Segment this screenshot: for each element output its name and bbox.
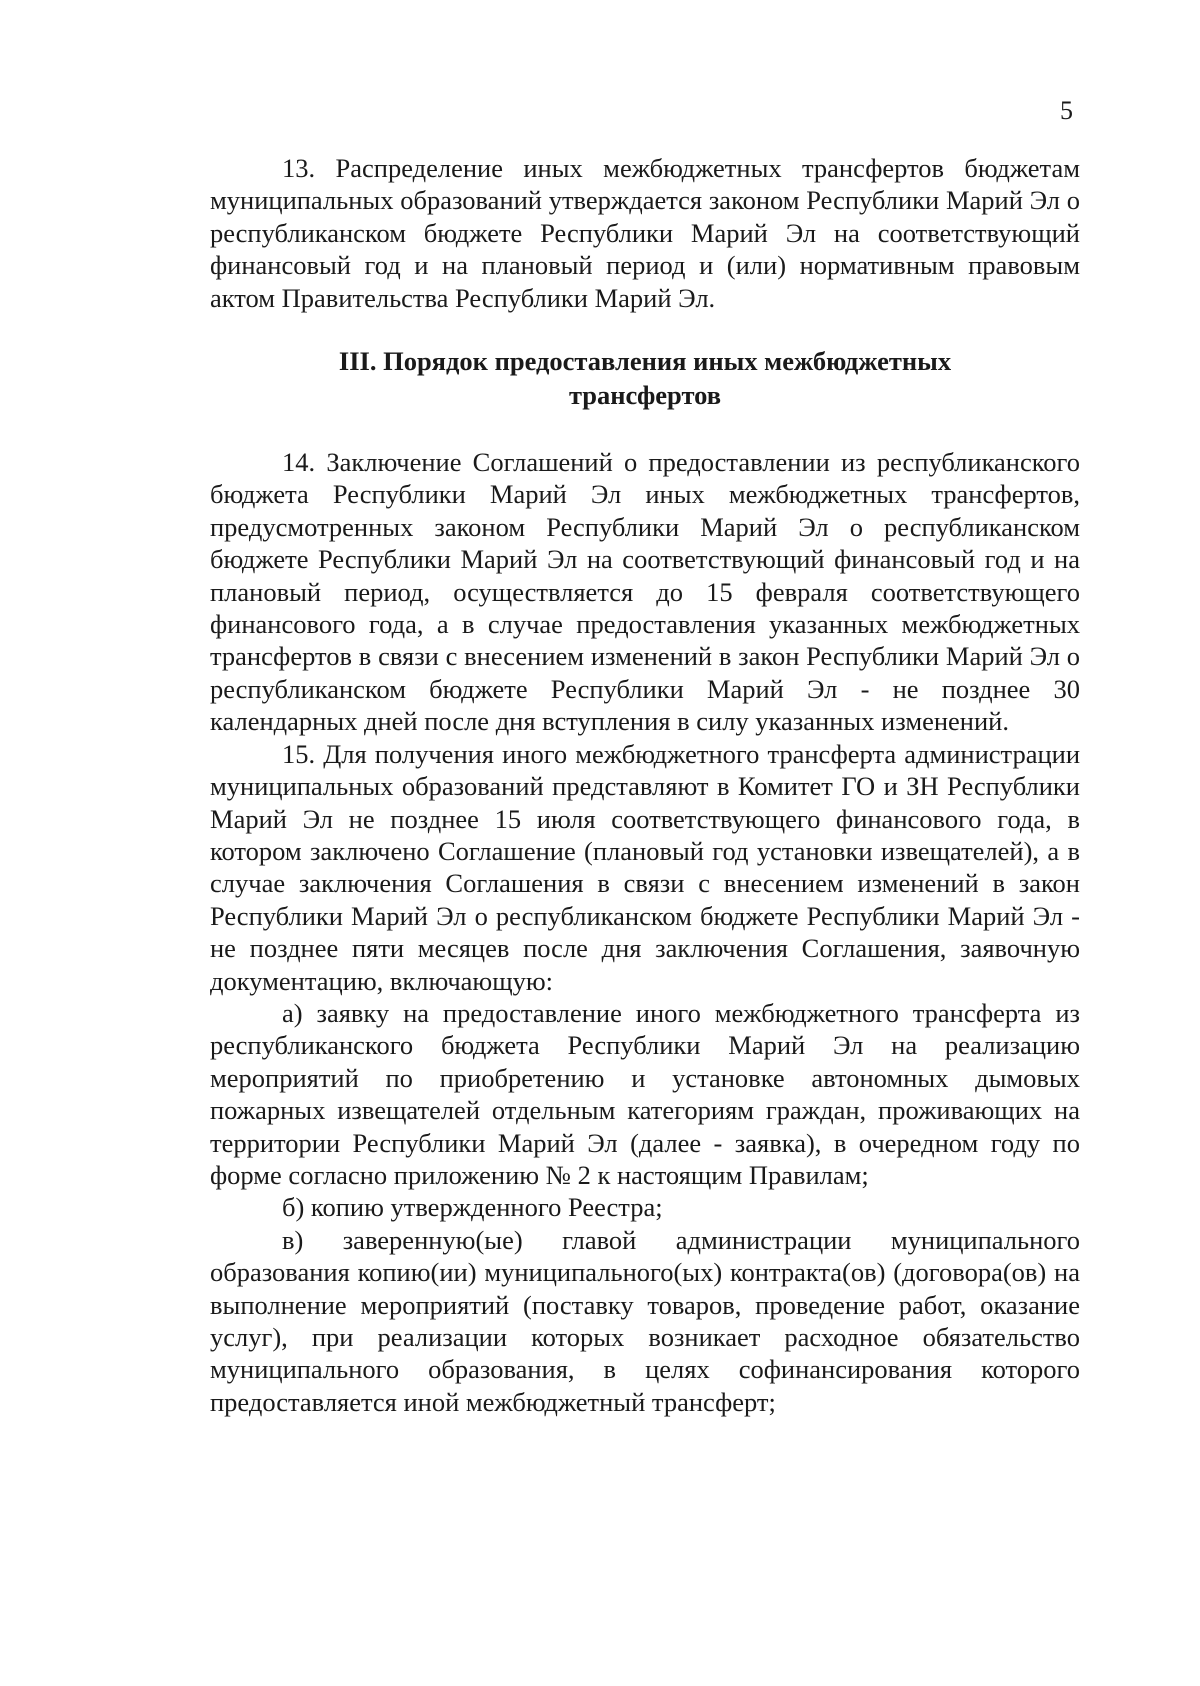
document-body xyxy=(210,152,1080,1418)
section-heading-line-2: трансфертов xyxy=(568,380,722,411)
paragraph-15: 15. Для получения иного межбюджетного трансферта администрации муниципальных образований представляют в Комитет ГО и ЗН Республики Марий Эл не позднее 15 июля соответствующего финансового года, в котором заключено Соглашение (плановый год установки извещателей), а в случае заключения Соглашения в связи с внесением изменений в закон Республики Марий Эл о республиканском бюджете Республики Марий Эл - не позднее пяти месяцев после дня заключения Соглашения, заявочную документацию, включающую: xyxy=(210,738,1080,996)
paragraph-15c: в) заверенную(ые) главой администрации муниципального образования копию(ии) муниципального(ых) контракта(ов) (договора(ов) на выполнение мероприятий (поставку товаров, проведение работ, оказание услуг), при реализации которых возникает расходное обязательство муниципального образования, в целях софинансирования которого предоставляется иной межбюджетный трансферт; xyxy=(210,1224,1080,1417)
section-heading xyxy=(210,344,1080,412)
page-number: 5 xyxy=(1060,96,1073,125)
paragraph-13: 13. Распределение иных межбюджетных трансфертов бюджетам муниципальных образований утверждается законом Республики Марий Эл о республиканском бюджете Республики Марий Эл на соответствующий финансовый год и на плановый период и (или) нормативным правовым актом Правительства Республики Марий Эл. xyxy=(210,153,1080,313)
section-heading-line-1: III. Порядок предоставления иных межбюджетных xyxy=(338,346,952,377)
paragraph-15b: б) копию утвержденного Реестра; xyxy=(282,1192,663,1223)
paragraph-15a: а) заявку на предоставление иного межбюджетного трансферта из республиканского бюджета Республики Марий Эл на реализацию мероприятий по приобретению и установке автономных дымовых пожарных извещателей отдельным категориям граждан, проживающих на территории Республики Марий Эл (далее - заявка), в очередном году по форме согласно приложению № 2 к настоящим Правилам; xyxy=(210,997,1080,1190)
paragraph-14: 14. Заключение Соглашений о предоставлении из республиканского бюджета Республики Марий Эл иных межбюджетных трансфертов, предусмотренных законом Республики Марий Эл о республиканском бюджете Республики Марий Эл на соответствующий финансовый год и на плановый период, осуществляется до 15 февраля соответствующего финансового года, а в случае предоставления указанных межбюджетных трансфертов в связи с внесением изменений в закон Республики Марий Эл о республиканском бюджете Республики Марий Эл - не позднее 30 календарных дней после дня вступления в силу указанных изменений. xyxy=(210,447,1080,737)
